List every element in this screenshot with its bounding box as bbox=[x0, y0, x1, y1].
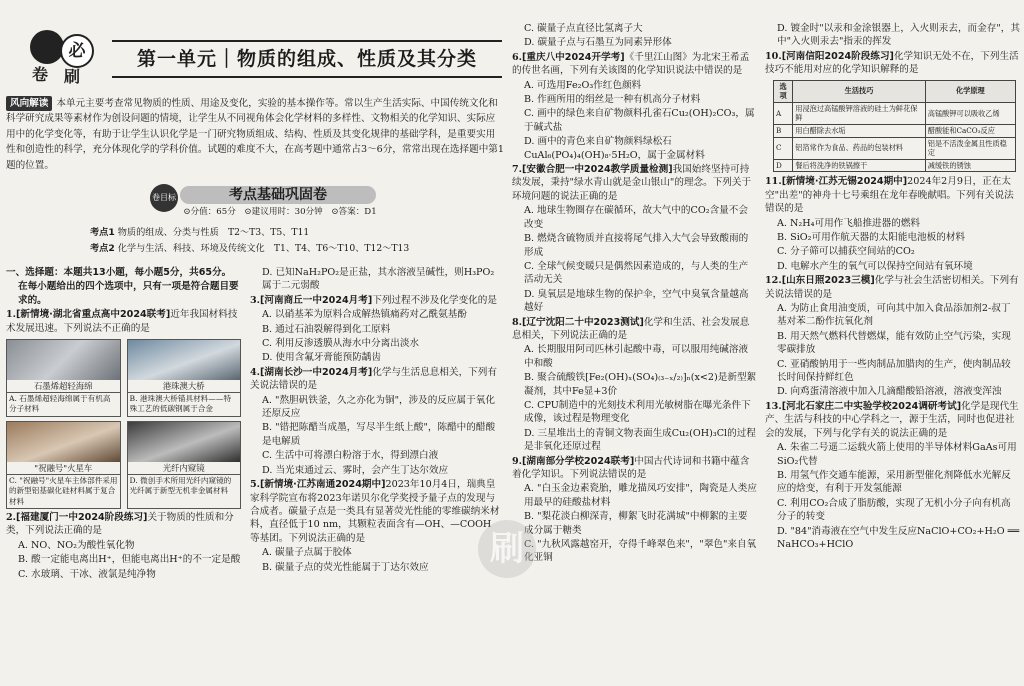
option: D. 向鸡蛋清溶液中加入几滴醋酸铅溶液，溶液变浑浊 bbox=[777, 386, 1002, 398]
option: B. 通过石油裂解得到化工原料 bbox=[262, 323, 391, 335]
question-6: 6.[重庆八中2024开学考]《千里江山图》为北宋王希孟的传世名画，下列有关该图的化学知识说法中错误的是 bbox=[512, 51, 750, 77]
photo-icon bbox=[7, 422, 120, 462]
photo-icon bbox=[7, 340, 120, 380]
question-9: 9.[湖南部分学校2024联考]中国古代诗词和书籍中蕴含着化学知识。下列说法错误的是 bbox=[512, 455, 750, 480]
option: B. 酸一定能电离出H⁺，但能电离出H⁺的不一定是酸 bbox=[18, 554, 241, 566]
exam-points bbox=[90, 225, 500, 257]
option: B. 作画所用的绢丝是一种有机高分子材料 bbox=[524, 94, 701, 106]
option: A. NO、NO₂为酸性氧化物 bbox=[18, 539, 135, 551]
column-3 bbox=[512, 22, 757, 566]
brand-logo bbox=[30, 30, 100, 86]
option: D. 当光束通过云、雾时，会产生丁达尔效应 bbox=[262, 464, 449, 476]
option: B. 燃烧含硫物质并直接将尾气排入大气会导致酸雨的形成 bbox=[524, 233, 749, 258]
question-5: 5.[新情境·江苏南通2024期中]2023年10月4日，瑞典皇家科学院宣布将2023年诺贝尔化学奖授予量子点的发现与合成者。碳量子点是一类具有显著荧光性能的零维碳纳米材料，直径低于10 nm，其颗粒表面含有—OH、—COOH等基团。下列说法正确的是 bbox=[250, 479, 500, 544]
brand-watermark-icon: 刷 bbox=[478, 520, 536, 578]
column-1 bbox=[6, 266, 241, 582]
option: C. 全球气候变暖只是偶然因素造成的，与人类的生产活动无关 bbox=[524, 260, 749, 286]
option: B. 用天然气燃料代替燃煤，能有效防止空气污染，实现零碳排放 bbox=[777, 330, 1011, 356]
option: A. N₂H₄可用作飞船推进器的燃料 bbox=[777, 217, 921, 229]
option: D. 画中的青色来自矿物颜料绿松石CuAl₆(PO₄)₄(OH)₈·5H₂O，属于金属材料 bbox=[524, 136, 705, 161]
q1-image-a: 石墨烯超轻海绵 A. 石墨烯超轻海绵属于有机高分子材料 bbox=[6, 339, 121, 417]
option: B. SiO₂可用作航天器的太阳能电池板的材料 bbox=[777, 232, 966, 243]
intro-paragraph bbox=[6, 96, 504, 173]
option: C. 碳量子点直径比氢离子大 bbox=[524, 23, 643, 34]
option: B. "错把陈醋当成墨，写尽半生纸上酸"，陈醋中的醋酸是电解质 bbox=[262, 422, 496, 447]
logo-char-1: 必 bbox=[60, 34, 94, 68]
option: B. "梨花淡白柳深青，柳絮飞时花满城"中柳絮的主要成分属于糖类 bbox=[524, 511, 748, 536]
option: A. 为防止食用油变质，可向其中加入食品添加剂2-叔丁基对苯二酚作抗氧化剂 bbox=[777, 303, 1011, 328]
option: A. 地球生物圈存在碳循环，故大气中的CO₂含量不会改变 bbox=[524, 205, 748, 230]
point-row: 考点2 化学与生活、科技、环境及传统文化 T1、T4、T6～T10、T12～T13 bbox=[90, 243, 410, 254]
option: D. 镀金时"以汞和金涂银器上，入火则汞去，而金存"，其中"入火则汞去"指汞的挥发 bbox=[777, 23, 1020, 48]
quiz-meta: ⊙分值：65分 ⊙建议用时：30分钟 ⊙答案：D1 bbox=[183, 207, 377, 217]
logo-char-2: 卷 bbox=[32, 65, 49, 84]
option: A. 碳量子点属于胶体 bbox=[262, 547, 352, 559]
option: D. 使用含氟牙膏能预防龋齿 bbox=[262, 352, 381, 364]
table-row: C 铝箔常作为食品、药品的包装材料 铝是不活泼金属且性质稳定 bbox=[774, 137, 1016, 159]
option: D. 臭氧层是地球生物的保护伞，空气中臭氧含量越高越好 bbox=[524, 288, 749, 314]
option: C. 利用反渗透膜从海水中分离出淡水 bbox=[262, 338, 420, 350]
option: C. 水玻璃、干冰、液氯是纯净物 bbox=[18, 568, 156, 580]
section-title: 一、选择题：本题共13小题，每小题5分，共65分。 bbox=[6, 267, 232, 278]
unit-title: 第一单元｜物质的组成、性质及其分类 bbox=[112, 40, 502, 78]
column-4 bbox=[765, 22, 1020, 552]
question-1: 1.[新情境·湖北省重点高中2024联考]近年我国材料技术发展迅速。下列说法不正确的是 bbox=[6, 309, 238, 334]
intro-tag: 风向解读 bbox=[6, 96, 52, 111]
option: C. 生活中可将漂白粉溶于水，得到漂白液 bbox=[262, 450, 439, 462]
quiz-title: 考点基础巩固卷 bbox=[180, 186, 376, 204]
question-11: 11.[新情境·江苏无锡2024期中]2024年2月9日，正在太空"出差"的神舟十七号乘组在龙年春晚献唱。下列有关说法错误的是 bbox=[765, 176, 1014, 215]
intro-text: 本单元主要考查常见物质的性质、用途及变化，实验的基本操作等。常以生产生活实际、中国传统文化和科学研究成果等素材作为创设问题的情境，让学生从不同视角体会化学材料的多样性、文物相关的化学知识、实际应用中的化学变化等，有助于让学生认识化学是一门研究物质组成、结构、性质及其变化规律的基础学科，是重要实用性和创造性的科学，充分体现化学的学科价值。试题的难度不大，在高考题中通常占3～6分，常常出现在选择题中第1题的位置。 bbox=[6, 98, 504, 171]
q1-image-c: "祝融号"火星车 C. "祝融号"火星车主体部件采用的新型铝基碳化硅材料属于复合材料 bbox=[6, 421, 121, 509]
option: A. 朱雀二号遥二运载火箭上使用的半导体材料GaAs可用SiO₂代替 bbox=[777, 442, 1017, 467]
option: D. 已知NaH₂PO₂是正盐，其水溶液呈碱性，则H₃PO₂属于二元弱酸 bbox=[262, 267, 495, 292]
logo-char-3: 刷 bbox=[64, 67, 81, 86]
photo-icon bbox=[128, 340, 241, 380]
option: D. 电解水产生的氧气可以保持空间站有氧环境 bbox=[777, 260, 973, 272]
table-row: B 用白醋除去水垢 醋酸能和CaCO₃反应 bbox=[774, 125, 1016, 138]
option: D. 三星堆出土的青铜文物表面生成Cu₂(OH)₃Cl的过程是非氧化还原过程 bbox=[524, 427, 756, 453]
q1-image-b: 港珠澳大桥 B. 港珠澳大桥锚具材料——特殊工艺的低碳钢属于合金 bbox=[127, 339, 242, 417]
option: C. 分子筛可以捕获空间站的CO₂ bbox=[777, 246, 915, 258]
option: B. 碳量子点的荧光性能属于丁达尔效应 bbox=[262, 561, 429, 573]
option: B. 聚合硫酸铁[Fe₂(OH)ₓ(SO₄)₍₃₋ₓ/₂₎]ₙ(x<2)是新型絮凝剂，其中Fe显+3价 bbox=[524, 372, 757, 397]
q1-image-d: 光纤内窥镜 D. 微创手术所用光纤内窥镜的光纤属于新型无机非金属材料 bbox=[127, 421, 242, 509]
question-13: 13.[河北石家庄二中实验学校2024调研考试]化学是现代生产、生活与科技的中心学科之一，源于生活，同时也促进社会的发展，下列与化学有关的说法正确的是 bbox=[765, 400, 1019, 439]
option: C. "九秋风露越窑开，夺得千峰翠色来"，"翠色"来自氧化亚铜 bbox=[524, 539, 757, 564]
option: A. "白玉金边素瓷胎，雕龙描凤巧安排"，陶瓷是人类应用最早的硅酸盐材料 bbox=[524, 483, 757, 508]
option: A. 长期服用阿司匹林引起酸中毒，可以服用纯碱溶液中和酸 bbox=[524, 344, 749, 369]
question-12: 12.[山东日照2023三模]化学与社会生活密切相关。下列有关说法错误的是 bbox=[765, 275, 1019, 300]
option: D. 碳量子点与石墨互为同素异形体 bbox=[524, 37, 672, 49]
question-4: 4.[湖南长沙一中2024月考]化学与生活息息相关，下列有关说法错误的是 bbox=[250, 366, 497, 392]
table-row: A 用浸泡过高锰酸钾溶液的硅土为鲜花保鲜 高锰酸钾可以吸收乙烯 bbox=[774, 102, 1016, 124]
quiz-badge: 卷目标 bbox=[150, 184, 178, 212]
option: C. 画中的绿色来自矿物颜料孔雀石Cu₂(OH)₂CO₃，属于碱式盐 bbox=[524, 108, 755, 133]
question-2: 2.[福建厦门一中2024阶段练习]关于物质的性质和分类，下列说法正确的是 bbox=[6, 512, 234, 537]
question-3: 3.[河南商丘一中2024月考]下列过程不涉及化学变化的是 bbox=[250, 294, 497, 306]
question-10: 10.[河南信阳2024阶段练习]化学知识无处不在，下列生活技巧不能用对应的化学知识解释的是 bbox=[765, 50, 1019, 76]
option: C. 亚硝酸钠用于一些肉制品加腊肉的生产，使肉制品较长时间保持鲜红色 bbox=[777, 358, 1011, 384]
option: A. 可选用Fe₂O₃作红色颜料 bbox=[524, 79, 642, 91]
column-2 bbox=[250, 266, 500, 575]
option: D. "84"消毒液在空气中发生反应NaClO+CO₂+H₂O ══ NaHCO₃+HClO bbox=[777, 525, 1020, 550]
question-7: 7.[安徽合肥一中2024教学质量检测]我国始终坚持可持续发展，秉持"绿水青山就是金山银山"的理念。下列关于环境问题的说法正确的是 bbox=[512, 164, 752, 202]
option: B. 用氢气作交通车能源，采用新型催化剂降低水光解反应的焓变，有利于开发氢能源 bbox=[777, 469, 1011, 495]
question-8: 8.[辽宁沈阳二十中2023测试]化学和生活、社会发展息息相关，下列说法正确的是 bbox=[512, 316, 750, 341]
option: C. 利用CO₂合成了脂肪酸，实现了无机小分子向有机高分子的转变 bbox=[777, 497, 1011, 523]
photo-icon bbox=[128, 422, 241, 462]
option: A. 以硝基苯为原料合成解热镇痛药对乙酰氨基酚 bbox=[262, 309, 467, 321]
q10-table bbox=[773, 80, 1016, 173]
table-row: D 餐后将洗净的铁锅擦干 减缓铁的锈蚀 bbox=[774, 159, 1016, 172]
point-row: 考点1 物质的组成、分类与性质 T2～T3、T5、T11 bbox=[90, 227, 310, 238]
q1-image-grid bbox=[6, 339, 241, 509]
option: A. "熬胆矾铁釜，久之亦化为铜"，涉及的反应属于氧化还原反应 bbox=[262, 394, 495, 420]
option: C. CPU制造中的光刻技术利用光敏树脂在曝光条件下成像，该过程是物理变化 bbox=[524, 399, 751, 425]
logo-mark-icon bbox=[30, 30, 64, 64]
table-header-row: 选项 生活技巧 化学原理 bbox=[774, 80, 1016, 102]
section-subtitle: 在每小题给出的四个选项中，只有一项是符合题目要求的。 bbox=[18, 281, 239, 306]
quiz-banner bbox=[150, 184, 380, 220]
